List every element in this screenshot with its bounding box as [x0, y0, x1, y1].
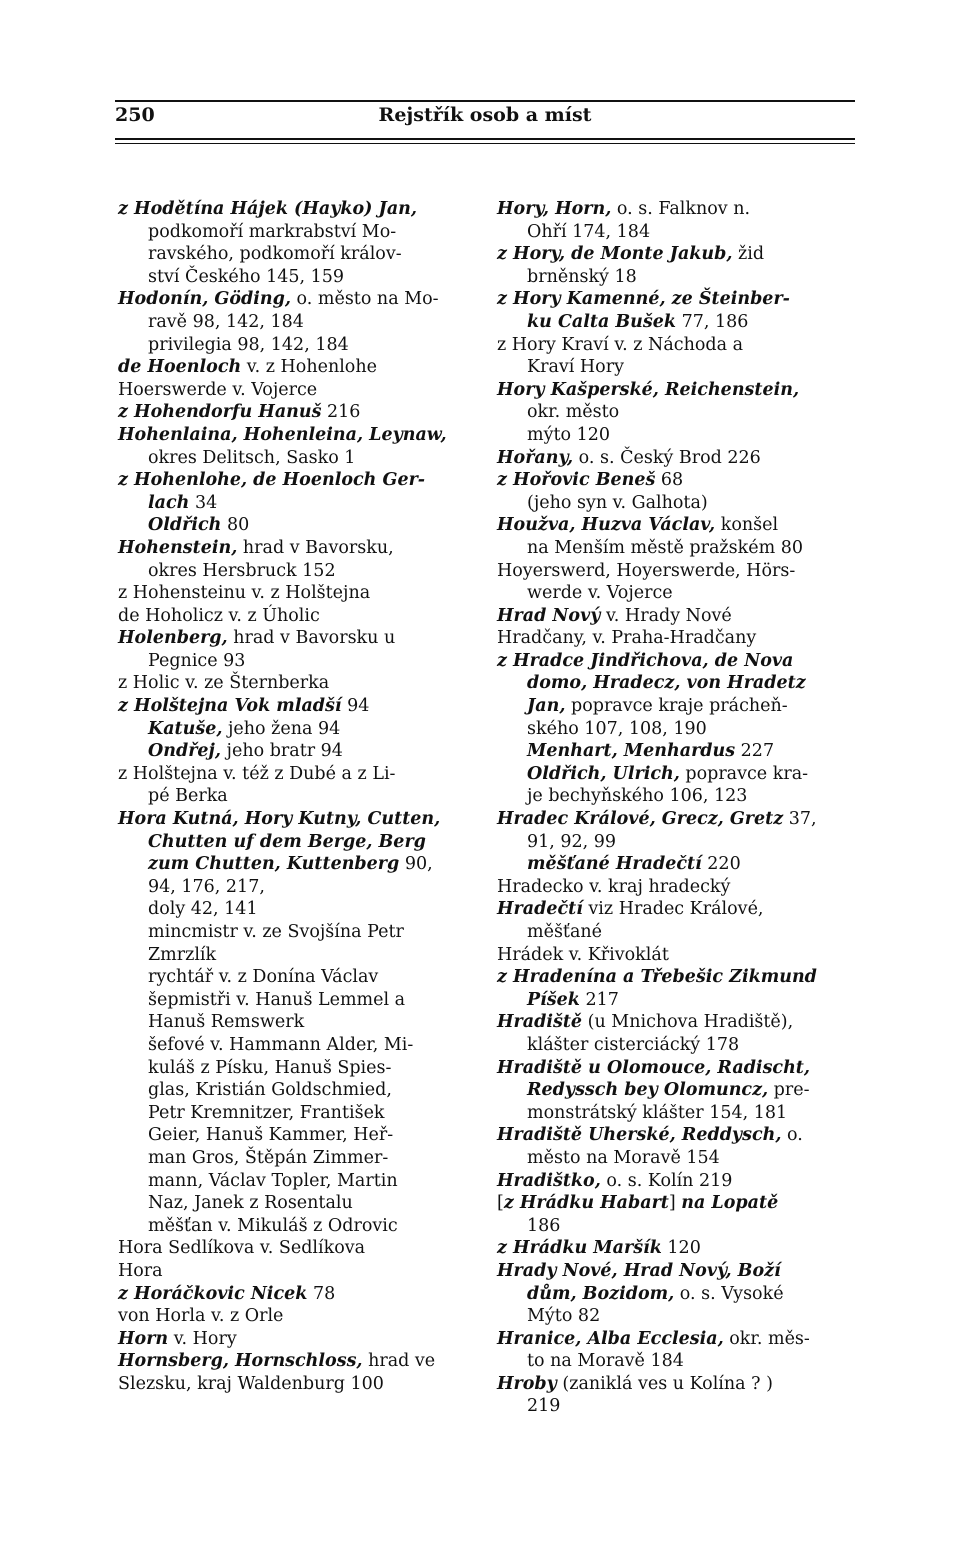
index-text: měšťan v. Mikuláš z Odrovic — [148, 1215, 398, 1236]
index-line — [118, 1147, 468, 1170]
index-text: Hanuš Remswerk — [148, 1012, 305, 1033]
index-term: z Hohendorfu Hanuš — [118, 402, 322, 423]
index-text: Ohří 174, 184 — [527, 221, 651, 242]
index-line — [118, 243, 468, 266]
index-text: 94, 176, 217, — [148, 876, 265, 897]
index-text: okr. město — [527, 402, 620, 423]
index-line — [497, 718, 857, 741]
index-term: ku Calta Bušek — [527, 311, 676, 332]
index-text: 227 — [735, 741, 775, 762]
index-column-right — [497, 198, 857, 1418]
index-line — [118, 514, 468, 537]
index-text: z Hory Kraví v. z Náchoda a — [497, 334, 744, 355]
index-line — [118, 469, 468, 492]
index-line — [497, 401, 857, 424]
index-text: okres Delitsch, Sasko 1 — [148, 447, 356, 468]
index-text: konšel — [715, 515, 779, 536]
index-text: [ — [497, 1193, 504, 1214]
index-text: man Gros, Štěpán Zimmer- — [148, 1147, 389, 1168]
index-text: pre- — [768, 1080, 810, 1101]
index-line — [118, 1034, 468, 1057]
index-line — [497, 921, 857, 944]
index-text: podkomoří markrabství Mo- — [148, 221, 397, 242]
index-text: (zaniklá ves u Kolína ? ) — [556, 1373, 773, 1394]
index-text: monstrátský klášter 154, 181 — [527, 1102, 788, 1123]
index-text: Hradčany, v. Praha-Hradčany — [497, 628, 757, 649]
running-title: Rejstřík osob a míst — [378, 104, 592, 126]
index-line — [497, 266, 857, 289]
index-line — [118, 582, 468, 605]
index-line — [118, 1305, 468, 1328]
index-text: glas, Kristián Goldschmied, — [148, 1080, 392, 1101]
index-line — [118, 1102, 468, 1125]
index-line — [497, 672, 857, 695]
index-line — [497, 740, 857, 763]
index-text: mýto 120 — [527, 424, 611, 445]
index-term: na Lopatě — [681, 1193, 779, 1214]
index-text: v. z Hohenlohe — [241, 357, 377, 378]
index-text: doly 42, 141 — [148, 899, 258, 920]
index-text: Hora — [118, 1260, 163, 1281]
index-text: (u Mnichova Hradiště), — [582, 1012, 794, 1033]
index-line — [118, 288, 468, 311]
index-text: z Hohensteinu v. z Holštejna — [118, 583, 371, 604]
index-text: 80 — [221, 515, 250, 536]
index-term: Hranice, Alba Ecclesia, — [497, 1328, 724, 1349]
index-line — [118, 1260, 468, 1283]
index-term: lach — [148, 492, 190, 513]
index-line — [497, 876, 857, 899]
index-term: Hradiště u Olomouce, Radischt, — [497, 1057, 810, 1078]
index-line — [118, 311, 468, 334]
index-line — [118, 650, 468, 673]
index-term: z Hrádku Habart — [503, 1193, 669, 1214]
index-line — [497, 1283, 857, 1306]
index-line — [497, 1260, 857, 1283]
index-line — [497, 514, 857, 537]
index-text: hrad ve — [362, 1351, 436, 1372]
index-line — [118, 718, 468, 741]
index-term: Chutten uf dem Berge, Berg — [148, 831, 426, 852]
index-text: Hora Sedlíkova v. Sedlíkova — [118, 1238, 366, 1259]
index-line — [497, 1215, 857, 1238]
index-line — [497, 1237, 857, 1260]
index-term: z Hohenlohe, de Hoenloch Ger- — [118, 470, 426, 491]
index-text: Hoerswerde v. Vojerce — [118, 379, 318, 400]
index-term: Hradištko, — [497, 1170, 601, 1191]
index-line — [118, 989, 468, 1012]
index-line — [497, 605, 857, 628]
index-line — [118, 221, 468, 244]
index-text: okr. měs- — [723, 1328, 810, 1349]
index-term: z Hořovic Beneš — [497, 470, 656, 491]
index-line — [497, 1147, 857, 1170]
index-text: 217 — [579, 989, 619, 1010]
index-line — [118, 198, 468, 221]
index-line — [497, 627, 857, 650]
index-text: okres Hersbruck 152 — [148, 560, 336, 581]
index-line — [497, 853, 857, 876]
index-line — [118, 695, 468, 718]
index-text: viz Hradec Králové, — [582, 899, 764, 920]
index-line — [497, 1328, 857, 1351]
index-text: šepmistři v. Hanuš Lemmel a — [148, 989, 406, 1010]
index-line — [118, 356, 468, 379]
index-text: 91, 92, 99 — [527, 831, 617, 852]
index-term: Hohenstein, — [118, 537, 238, 558]
index-line — [497, 808, 857, 831]
index-line — [497, 763, 857, 786]
index-line — [497, 334, 857, 357]
index-text: měšťané — [527, 922, 603, 942]
index-text: žid — [732, 244, 765, 265]
index-term: z Hodětína Hájek (Hayko) Jan, — [118, 199, 417, 219]
index-line — [497, 311, 857, 334]
index-line — [118, 1283, 468, 1306]
index-text: ského 107, 108, 190 — [527, 718, 707, 739]
index-line — [118, 853, 468, 876]
index-text: o. s. Český Brod 226 — [573, 447, 761, 468]
index-text: Petr Kremnitzer, František — [148, 1102, 385, 1123]
header-rule-bottom — [115, 138, 855, 144]
index-line — [118, 1328, 468, 1351]
index-term: Oldřich, Ulrich, — [527, 763, 680, 784]
index-term: Redyssch bey Olomuncz, — [527, 1080, 769, 1101]
index-text: 220 — [701, 854, 741, 875]
index-line — [497, 1102, 857, 1125]
index-line — [497, 198, 857, 221]
index-text: mincmistr v. ze Svojšína Petr — [148, 922, 404, 942]
index-line — [497, 288, 857, 311]
index-term: Hrad Nový — [497, 605, 601, 626]
page-header — [115, 100, 855, 140]
index-line — [497, 221, 857, 244]
index-text: 34 — [189, 492, 218, 513]
index-line — [497, 898, 857, 921]
index-line — [497, 492, 857, 515]
index-line — [118, 424, 468, 447]
index-line — [118, 401, 468, 424]
index-text: 78 — [307, 1283, 336, 1304]
index-text: (jeho syn v. Galhota) — [527, 492, 708, 513]
index-line — [118, 1192, 468, 1215]
index-term: Hradiště Uherské, Reddysch, — [497, 1125, 782, 1146]
index-line — [118, 1124, 468, 1147]
index-term: Hrady Nové, Hrad Nový, Boží — [497, 1260, 781, 1281]
index-term: Hořany, — [497, 447, 574, 468]
index-line — [497, 1079, 857, 1102]
index-line — [497, 1395, 857, 1418]
index-line — [497, 944, 857, 967]
index-term: Oldřich — [148, 515, 222, 536]
index-text: to na Moravě 184 — [527, 1351, 684, 1372]
index-line — [118, 1057, 468, 1080]
index-line — [497, 831, 857, 854]
index-term: Hory Kašperské, Reichenstein, — [497, 379, 800, 400]
index-text: 68 — [655, 470, 684, 491]
index-text: ] — [668, 1193, 682, 1214]
index-line — [497, 1350, 857, 1373]
index-text: 120 — [661, 1238, 701, 1259]
index-text: 90, — [399, 854, 433, 875]
index-line — [118, 447, 468, 470]
index-term: z Hory Kamenné, ze Šteinber- — [497, 289, 790, 310]
index-text: 219 — [527, 1396, 561, 1417]
index-line — [497, 785, 857, 808]
index-column-left — [118, 198, 468, 1395]
index-line — [118, 763, 468, 786]
index-line — [497, 447, 857, 470]
index-text: popravce kraje prácheň- — [565, 696, 788, 717]
index-term: Hornsberg, Hornschloss, — [118, 1351, 363, 1372]
index-text: z Holštejna v. též z Dubé a z Li- — [118, 763, 396, 784]
index-term: Píšek — [527, 989, 580, 1010]
index-text: ravě 98, 142, 184 — [148, 311, 304, 332]
index-line — [497, 1373, 857, 1396]
index-line — [497, 1305, 857, 1328]
index-term: dům, Bozidom, — [527, 1283, 675, 1304]
index-text: privilegia 98, 142, 184 — [148, 334, 349, 355]
index-text: o. město na Mo- — [290, 289, 439, 310]
index-line — [118, 808, 468, 831]
index-text: na Menším městě pražském 80 — [527, 537, 804, 558]
index-line — [118, 537, 468, 560]
index-line — [497, 650, 857, 673]
index-line — [118, 334, 468, 357]
index-text: hrad v Bavorsku u — [227, 628, 396, 649]
index-text: popravce kra- — [679, 763, 809, 784]
index-line — [497, 966, 857, 989]
index-text: Naz, Janek z Rosentalu — [148, 1193, 353, 1214]
index-text: o. s. Falknov n. — [611, 199, 751, 219]
index-text: Hrádek v. Křivoklát — [497, 944, 669, 965]
index-text: v. Hory — [168, 1328, 237, 1349]
index-line — [118, 785, 468, 808]
index-text: Geier, Hanuš Kammer, Heř- — [148, 1125, 394, 1146]
index-text: Slezsku, kraj Waldenburg 100 — [118, 1373, 384, 1394]
index-term: Jan, — [527, 696, 566, 717]
index-text: pé Berka — [148, 786, 228, 807]
index-line — [497, 560, 857, 583]
index-text: de Hoholicz v. z Úholic — [118, 605, 320, 626]
index-line — [497, 1057, 857, 1080]
index-line — [497, 424, 857, 447]
index-line — [497, 1011, 857, 1034]
index-text: z Holic v. ze Šternberka — [118, 673, 330, 694]
index-line — [118, 898, 468, 921]
index-text: brněnský 18 — [527, 266, 637, 287]
index-line — [118, 1215, 468, 1238]
index-line — [118, 1170, 468, 1193]
index-text: 37, — [783, 809, 817, 830]
index-line — [497, 1124, 857, 1147]
index-term: z Hrádku Maršík — [497, 1238, 662, 1259]
index-line — [118, 1079, 468, 1102]
index-line — [118, 740, 468, 763]
index-text: je bechyňského 106, 123 — [527, 786, 748, 807]
index-term: Hradiště — [497, 1012, 583, 1033]
index-term: Menhart, Menhardus — [527, 741, 736, 762]
index-term: z Hory, de Monte Jakub, — [497, 244, 733, 265]
index-line — [118, 944, 468, 967]
index-term: z Hradenína a Třebešic Zikmund — [497, 967, 817, 988]
index-line — [118, 266, 468, 289]
index-text: jeho žena 94 — [222, 718, 341, 739]
index-text: jeho bratr 94 — [220, 741, 343, 762]
index-text: ravského, podkomoří králov- — [148, 244, 402, 265]
index-term: domo, Hradecz, von Hradetz — [527, 673, 806, 694]
index-text: o. — [781, 1125, 803, 1146]
index-line — [497, 243, 857, 266]
index-term: měšťané Hradečtí — [527, 854, 702, 875]
index-line — [118, 1011, 468, 1034]
index-line — [118, 605, 468, 628]
index-line — [118, 627, 468, 650]
index-term: Hroby — [497, 1373, 557, 1394]
index-text: Mýto 82 — [527, 1306, 601, 1327]
index-text: 94 — [341, 696, 370, 717]
index-text: Zmrzlík — [148, 944, 217, 965]
index-line — [497, 469, 857, 492]
index-line — [118, 1373, 468, 1396]
index-term: Ondřej, — [148, 741, 221, 762]
index-text: Hoyerswerd, Hoyerswerde, Hörs- — [497, 560, 796, 581]
index-term: Hory, Horn, — [497, 199, 612, 219]
index-line — [118, 876, 468, 899]
index-text: Hradecko v. kraj hradecký — [497, 876, 731, 897]
index-term: z Holštejna Vok mladší — [118, 696, 342, 717]
index-term: Hora Kutná, Hory Kutny, Cutten, — [118, 809, 441, 830]
index-term: z Horáčkovic Nicek — [118, 1283, 308, 1304]
index-text: ství Českého 145, 159 — [148, 266, 345, 287]
header-rule-top — [115, 100, 855, 102]
index-term: Hradečtí — [497, 899, 583, 920]
index-line — [118, 921, 468, 944]
index-line — [497, 989, 857, 1012]
index-text: šefové v. Hammann Alder, Mi- — [148, 1034, 414, 1055]
index-line — [497, 582, 857, 605]
index-line — [118, 831, 468, 854]
index-line — [497, 537, 857, 560]
index-text: o. s. Vysoké — [674, 1283, 784, 1304]
index-term: Katuše, — [148, 718, 223, 739]
index-term: de Hoenloch — [118, 357, 242, 378]
index-line — [118, 966, 468, 989]
index-term: Houžva, Huzva Václav, — [497, 515, 716, 536]
index-line — [118, 1350, 468, 1373]
index-text: werde v. Vojerce — [527, 583, 673, 604]
index-text: von Horla v. z Orle — [118, 1306, 284, 1327]
page-number: 250 — [115, 104, 155, 126]
index-text: Kraví Hory — [527, 357, 624, 378]
index-line — [118, 492, 468, 515]
index-line — [497, 1034, 857, 1057]
index-term: Hohenlaina, Hohenleina, Leynaw, — [118, 424, 447, 445]
index-text: kuláš z Písku, Hanuš Spies- — [148, 1057, 392, 1078]
index-line — [118, 1237, 468, 1260]
index-text: 186 — [527, 1215, 561, 1236]
index-term: zum Chutten, Kuttenberg — [148, 854, 400, 875]
index-line — [497, 356, 857, 379]
index-line — [118, 379, 468, 402]
index-term: Horn — [118, 1328, 169, 1349]
index-text: Pegnice 93 — [148, 650, 246, 671]
index-term: Hodonín, Göding, — [118, 289, 291, 310]
index-text: rychtář v. z Donína Václav — [148, 967, 379, 988]
index-text: 216 — [321, 402, 361, 423]
index-text: v. Hrady Nové — [600, 605, 732, 626]
index-line — [118, 672, 468, 695]
index-term: Hradec Králové, Grecz, Gretz — [497, 809, 784, 830]
index-line — [497, 1192, 857, 1215]
index-line — [497, 695, 857, 718]
index-text: město na Moravě 154 — [527, 1147, 720, 1168]
index-line — [497, 379, 857, 402]
index-text: hrad v Bavorsku, — [237, 537, 394, 558]
index-term: Holenberg, — [118, 628, 228, 649]
index-text: mann, Václav Topler, Martin — [148, 1170, 398, 1191]
index-term: z Hradce Jindřichova, de Nova — [497, 650, 794, 671]
index-line — [118, 560, 468, 583]
index-text: klášter cisterciácký 178 — [527, 1034, 740, 1055]
index-text: o. s. Kolín 219 — [600, 1170, 733, 1191]
index-text: 77, 186 — [676, 311, 749, 332]
index-line — [497, 1170, 857, 1193]
